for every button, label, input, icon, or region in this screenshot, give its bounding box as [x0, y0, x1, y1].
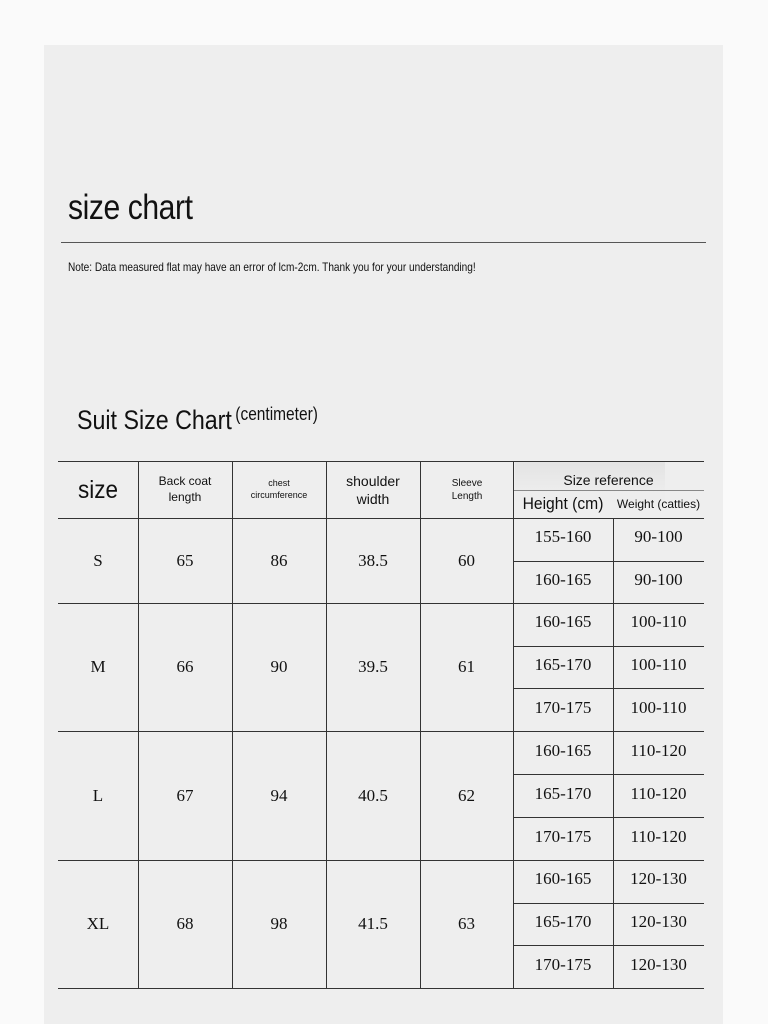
table-cell-back-coat-length — [138, 860, 232, 988]
table-cell-height — [513, 559, 613, 602]
table-cell-chest — [232, 860, 326, 988]
table-cell-sleeve — [420, 518, 513, 603]
header-size-reference-label: Size reference — [563, 471, 654, 488]
table-cell-weight-value: 90-100 — [634, 569, 683, 589]
table-top-border — [58, 461, 704, 462]
table-cell-weight-value: 120-130 — [630, 954, 687, 974]
table-cell-sleeve-value: 61 — [458, 657, 475, 676]
table-cell-chest — [232, 518, 326, 603]
header-sleeve-line1: Sleeve — [451, 478, 483, 489]
table-cell-shoulder — [326, 860, 420, 988]
header-sleeve-line2: Length — [451, 491, 483, 502]
table-cell-height — [513, 815, 613, 858]
table-cell-height — [513, 858, 613, 901]
table-cell-shoulder — [326, 603, 420, 731]
table-cell-height — [513, 729, 613, 772]
table-cell-weight — [613, 686, 704, 729]
table-cell-chest — [232, 731, 326, 860]
table-cell-size-value: M — [90, 657, 106, 676]
table-cell-weight — [613, 559, 704, 602]
table-cell-height-value: 155-160 — [534, 527, 592, 547]
table-cell-shoulder-value: 38.5 — [358, 550, 388, 570]
table-cell-height-value: 170-175 — [534, 954, 592, 974]
header-back-coat-length — [138, 462, 232, 518]
title-divider — [61, 242, 706, 243]
table-cell-size — [58, 603, 138, 731]
table-cell-height — [513, 943, 613, 986]
table-cell-weight-value: 120-130 — [630, 869, 687, 889]
table-cell-back-coat-length — [138, 518, 232, 603]
table-cell-size — [58, 518, 138, 603]
size-table — [58, 461, 704, 989]
table-cell-chest-value: 94 — [270, 785, 288, 805]
table-cell-shoulder-value: 41.5 — [358, 914, 388, 933]
table-cell-size-value: L — [92, 785, 104, 805]
table-cell-height-value: 170-175 — [534, 826, 592, 846]
table-cell-sleeve — [420, 603, 513, 731]
table-cell-back-coat-length — [138, 731, 232, 860]
table-cell-chest — [232, 603, 326, 731]
table-cell-weight — [613, 729, 704, 772]
page-title: size chart — [68, 188, 193, 227]
header-weight — [613, 491, 704, 518]
table-cell-weight-value: 110-120 — [630, 783, 687, 803]
table-cell-chest-value: 98 — [270, 914, 288, 933]
row-group-divider — [58, 988, 704, 989]
table-cell-weight-value: 90-100 — [634, 527, 683, 547]
table-cell-weight-value: 100-110 — [630, 697, 687, 717]
table-cell-height-value: 160-165 — [534, 569, 592, 589]
column-divider — [138, 461, 139, 989]
table-cell-sleeve — [420, 731, 513, 860]
suit-chart-heading: Suit Size Chart — [77, 405, 232, 435]
table-cell-sleeve-value: 60 — [458, 550, 475, 570]
table-cell-weight — [613, 858, 704, 901]
column-divider — [326, 461, 327, 989]
table-cell-back-coat-length-value: 68 — [176, 914, 194, 933]
table-cell-sleeve-value: 62 — [458, 785, 475, 805]
table-cell-height — [513, 686, 613, 729]
suit-chart-unit: (centimeter) — [235, 404, 318, 424]
table-cell-sleeve-value: 63 — [458, 914, 475, 933]
table-cell-weight-value: 100-110 — [630, 612, 687, 632]
table-cell-weight — [613, 644, 704, 687]
measurement-note: Note: Data measured flat may have an error of lcm-2cm. Thank you for your understanding! — [68, 260, 476, 274]
table-cell-height-value: 165-170 — [534, 783, 592, 803]
table-cell-shoulder-value: 39.5 — [358, 657, 388, 676]
header-chest-line2: circumference — [250, 490, 308, 500]
table-cell-weight — [613, 815, 704, 858]
table-cell-back-coat-length-value: 66 — [176, 657, 194, 676]
table-cell-height-value: 160-165 — [534, 612, 592, 632]
table-cell-height — [513, 901, 613, 944]
table-cell-weight-value: 120-130 — [630, 911, 687, 931]
column-divider — [420, 461, 421, 989]
ref-row-divider — [513, 817, 704, 818]
table-cell-height-value: 160-165 — [534, 869, 592, 889]
ref-row-divider — [513, 688, 704, 689]
suit-chart-title — [77, 404, 318, 436]
table-cell-chest-value: 86 — [270, 550, 288, 570]
table-cell-height — [513, 772, 613, 815]
header-height-label: Height (cm) — [522, 494, 604, 514]
header-back-coat-line2: length — [168, 490, 202, 504]
table-cell-weight-value: 110-120 — [630, 826, 687, 846]
header-shoulder-width — [326, 462, 420, 518]
ref-row-divider — [513, 903, 704, 904]
ref-row-divider — [513, 945, 704, 946]
table-cell-shoulder — [326, 731, 420, 860]
header-shoulder-line1: shoulder — [346, 472, 400, 489]
table-cell-height-value: 165-170 — [534, 911, 592, 931]
header-height — [517, 491, 609, 518]
table-cell-height — [513, 516, 613, 559]
table-cell-height-value: 170-175 — [534, 697, 592, 717]
table-cell-size-value: XL — [86, 914, 110, 933]
table-cell-weight-value: 100-110 — [630, 654, 687, 674]
header-sleeve-length — [420, 462, 514, 518]
table-cell-sleeve — [420, 860, 513, 988]
table-cell-height-value: 165-170 — [534, 654, 592, 674]
table-cell-weight — [613, 516, 704, 559]
table-cell-size — [58, 860, 138, 988]
header-chest-circumference — [232, 462, 326, 518]
table-cell-height — [513, 644, 613, 687]
header-weight-label: Weight (catties) — [616, 496, 701, 511]
table-cell-size-value: S — [93, 550, 103, 570]
table-cell-shoulder — [326, 518, 420, 603]
ref-row-divider — [513, 646, 704, 647]
column-divider — [513, 461, 514, 989]
size-reference-divider — [513, 490, 704, 491]
ref-row-divider — [513, 774, 704, 775]
table-cell-shoulder-value: 40.5 — [358, 785, 388, 805]
table-cell-height — [513, 601, 613, 644]
table-cell-size — [58, 731, 138, 860]
column-divider — [232, 461, 233, 989]
table-cell-weight-value: 110-120 — [630, 740, 687, 760]
table-cell-back-coat-length-value: 65 — [176, 550, 194, 570]
table-cell-back-coat-length-value: 67 — [176, 785, 194, 805]
table-cell-weight — [613, 601, 704, 644]
header-back-coat-line1: Back coat — [158, 474, 212, 489]
table-cell-weight — [613, 943, 704, 986]
table-cell-height-value: 160-165 — [534, 740, 592, 760]
table-cell-weight — [613, 772, 704, 815]
header-size-label: size — [77, 475, 119, 504]
column-divider — [613, 518, 614, 989]
table-cell-weight — [613, 901, 704, 944]
table-cell-chest-value: 90 — [270, 657, 288, 676]
table-cell-back-coat-length — [138, 603, 232, 731]
header-size — [62, 462, 134, 518]
ref-row-divider — [513, 561, 704, 562]
header-shoulder-line2: width — [356, 491, 390, 507]
header-chest-line1: chest — [268, 478, 290, 489]
